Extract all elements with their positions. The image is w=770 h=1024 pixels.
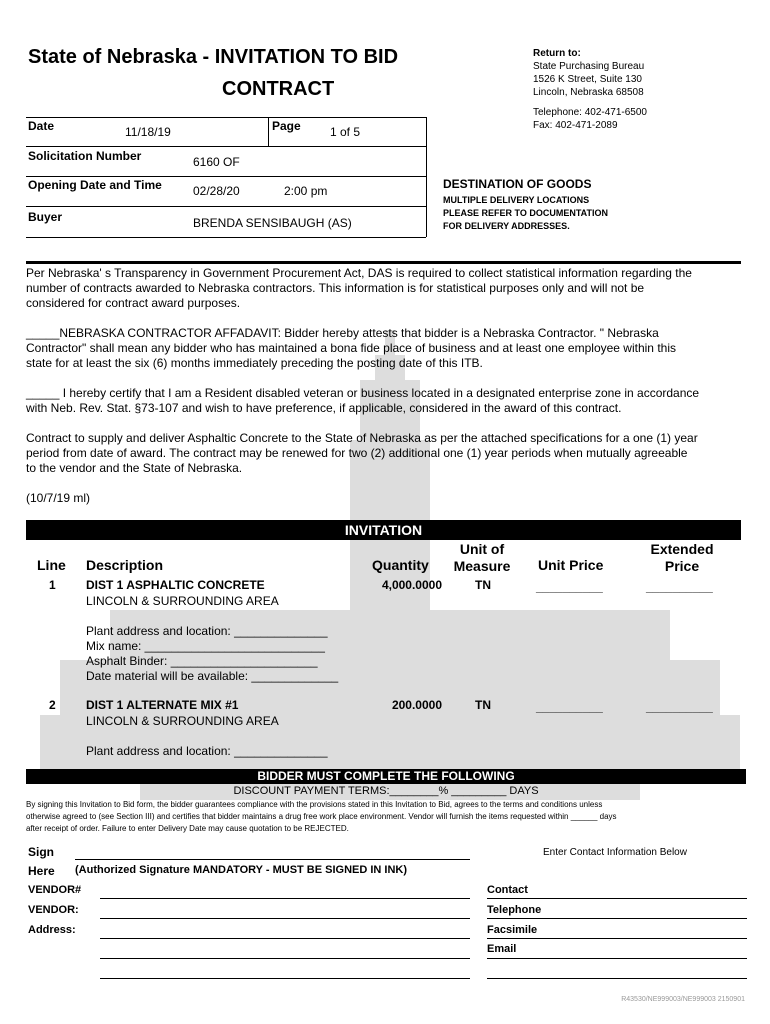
return-to-line: Lincoln, Nebraska 68508 xyxy=(533,87,644,98)
col-unit-header-line: Measure xyxy=(453,558,511,574)
destination-title: DESTINATION OF GOODS xyxy=(443,177,592,191)
paragraph-line: number of contracts awarded to Nebraska contractors. This information is for statistical purposes only and will not be xyxy=(26,281,645,295)
vendor-label: VENDOR: xyxy=(28,904,79,916)
col-extended-header-line: Price xyxy=(664,558,700,574)
col-description-header: Description xyxy=(86,557,164,573)
address-field-1[interactable] xyxy=(100,938,470,939)
paragraph-line: _____ I hereby certify that I am a Resident disabled veteran or business located in a designated enterprise zone in accordance xyxy=(26,386,700,400)
detail-line[interactable]: Asphalt Binder: ______________________ xyxy=(86,654,318,668)
opening-label: Opening Date and Time xyxy=(28,178,162,192)
fine-print-line: after receipt of order. Failure to enter Delivery Date may cause quotation to be REJECTED. xyxy=(26,824,349,833)
item-line-number: 1 xyxy=(49,578,56,592)
paragraph-line: Contractor" shall mean any bidder who has maintained a bona fide place of business and at least one employee within this xyxy=(26,341,676,355)
detail-line[interactable]: Plant address and location: ______________ xyxy=(86,744,328,758)
paragraph-line: _____NEBRASKA CONTRACTOR AFFADAVIT: Bidder hereby attests that bidder is a Nebraska Contractor. " Nebraska xyxy=(26,326,659,340)
detail-line[interactable]: Date material will be available: _____________ xyxy=(86,669,339,683)
signature-line[interactable] xyxy=(75,859,470,860)
destination-line: PLEASE REFER TO DOCUMENTATION xyxy=(443,208,609,218)
col-extended-header xyxy=(640,541,724,575)
fine-print-line: otherwise agreed to (see Section III) and certifies that bidder maintains a drug free work place environment. Vendor will furnish the items requested within ______ days xyxy=(26,812,617,821)
return-to-line: 1526 K Street, Suite 130 xyxy=(533,74,642,85)
return-to-block xyxy=(533,47,733,132)
buyer-label: Buyer xyxy=(28,210,63,224)
transparency-paragraph xyxy=(26,266,746,311)
item-description: DIST 1 ASPHALTIC CONCRETE xyxy=(86,578,265,592)
item-extended-blank[interactable]: __________ xyxy=(646,700,713,714)
return-to-telephone: Telephone: 402-471-6500 xyxy=(533,107,647,118)
signature-note: (Authorized Signature MANDATORY - MUST BE SIGNED IN INK) xyxy=(75,864,408,876)
contact-hint: Enter Contact Information Below xyxy=(543,847,687,858)
item2-details xyxy=(86,744,328,758)
item-sub: LINCOLN & SURROUNDING AREA xyxy=(86,714,279,728)
extra-contact-field[interactable] xyxy=(487,978,747,979)
footer-code: R43530/NE999003/NE999003 2150901 xyxy=(621,996,745,1003)
destination-line: FOR DELIVERY ADDRESSES. xyxy=(443,221,570,231)
item-sub: LINCOLN & SURROUNDING AREA xyxy=(86,594,279,608)
item-unit-price-blank[interactable]: __________ xyxy=(536,700,603,714)
opening-time: 2:00 pm xyxy=(284,184,328,198)
item-quantity: 4,000.0000 xyxy=(381,578,442,592)
bidder-band: BIDDER MUST COMPLETE THE FOLLOWING xyxy=(26,769,746,784)
paragraph-line: considered for contract award purposes. xyxy=(26,296,241,310)
address-label: Address: xyxy=(28,924,76,936)
col-line-header: Line xyxy=(37,557,66,573)
paragraph-line: with Neb. Rev. Stat. §73-107 and wish to have preference, if applicable, considered in the award of this contract. xyxy=(26,401,622,415)
item-unit: TN xyxy=(475,578,491,592)
page-title-line2: CONTRACT xyxy=(222,78,335,100)
telephone-label: Telephone xyxy=(487,904,542,916)
telephone-field[interactable] xyxy=(487,918,747,919)
contract-paragraph xyxy=(26,431,746,476)
buyer-value: BRENDA SENSIBAUGH (AS) xyxy=(193,216,352,230)
paragraph-line: to the vendor and the State of Nebraska. xyxy=(26,461,243,475)
contact-label: Contact xyxy=(487,884,528,896)
date-label: Date xyxy=(28,119,55,133)
return-to-line: State Purchasing Bureau xyxy=(533,61,645,72)
paragraph-line: state for at least the six (6) months immediately preceding the posting date of this ITB. xyxy=(26,356,483,370)
detail-line[interactable]: Mix name: ___________________________ xyxy=(86,639,325,653)
section-divider xyxy=(26,261,741,264)
facsimile-label: Facsimile xyxy=(487,924,538,936)
sign-label: Sign xyxy=(28,845,54,859)
opening-date: 02/28/20 xyxy=(193,184,240,198)
vendor-field[interactable] xyxy=(100,918,470,919)
detail-line[interactable]: Plant address and location: ______________ xyxy=(86,624,328,638)
page-title: State of Nebraska - INVITATION TO BID xyxy=(28,46,399,68)
col-quantity-header: Quantity xyxy=(372,557,429,573)
item-quantity: 200.0000 xyxy=(391,698,442,712)
paragraph-line: Per Nebraska' s Transparency in Government Procurement Act, DAS is required to collect statistical information regarding the xyxy=(26,266,692,280)
contact-field[interactable] xyxy=(487,898,747,899)
paragraph-line: Contract to supply and deliver Asphaltic Concrete to the State of Nebraska as per the attached specifications for a one (1) year xyxy=(26,431,698,445)
destination-block xyxy=(443,177,608,233)
return-to-label: Return to: xyxy=(533,48,581,59)
item-unit: TN xyxy=(475,698,491,712)
return-to-fax: Fax: 402-471-2089 xyxy=(533,120,618,131)
fine-print-line: By signing this Invitation to Bid form, the bidder guarantees compliance with the provisions stated in this Invitation to Bid, agrees to the terms and conditions unless xyxy=(26,800,603,809)
destination-line: MULTIPLE DELIVERY LOCATIONS xyxy=(443,195,590,205)
solicitation-value: 6160 OF xyxy=(193,155,240,169)
fine-print xyxy=(26,799,744,835)
email-field[interactable] xyxy=(487,958,747,959)
col-unit-header-line: Unit of xyxy=(459,541,505,557)
veteran-paragraph xyxy=(26,386,746,416)
address-field-2[interactable] xyxy=(100,958,470,959)
item1-details xyxy=(86,624,338,684)
reference-note: (10/7/19 ml) xyxy=(26,491,91,505)
invitation-band: INVITATION xyxy=(26,520,741,540)
col-extended-header-line: Extended xyxy=(650,541,714,557)
item-unit-price-blank[interactable]: __________ xyxy=(536,580,603,594)
date-value: 11/18/19 xyxy=(125,125,171,139)
vendor-number-field[interactable] xyxy=(100,898,470,899)
item-line-number: 2 xyxy=(49,698,56,712)
item-extended-blank[interactable]: __________ xyxy=(646,580,713,594)
email-label: Email xyxy=(487,943,517,955)
facsimile-field[interactable] xyxy=(487,938,747,939)
discount-terms[interactable]: DISCOUNT PAYMENT TERMS:________% _________ DAYS xyxy=(233,785,539,797)
vendor-number-label: VENDOR# xyxy=(28,884,82,896)
page-value: 1 of 5 xyxy=(330,125,361,139)
here-label: Here xyxy=(28,864,55,878)
affidavit-paragraph xyxy=(26,326,746,371)
solicitation-label: Solicitation Number xyxy=(28,149,142,163)
col-unit-header xyxy=(440,541,524,575)
col-unit-price-header: Unit Price xyxy=(538,557,604,573)
paragraph-line: period from date of award. The contract may be renewed for two (2) additional one (1) year periods when mutually agreeable xyxy=(26,446,688,460)
address-field-3[interactable] xyxy=(100,978,470,979)
item-description: DIST 1 ALTERNATE MIX #1 xyxy=(86,698,239,712)
page-label: Page xyxy=(272,119,301,133)
